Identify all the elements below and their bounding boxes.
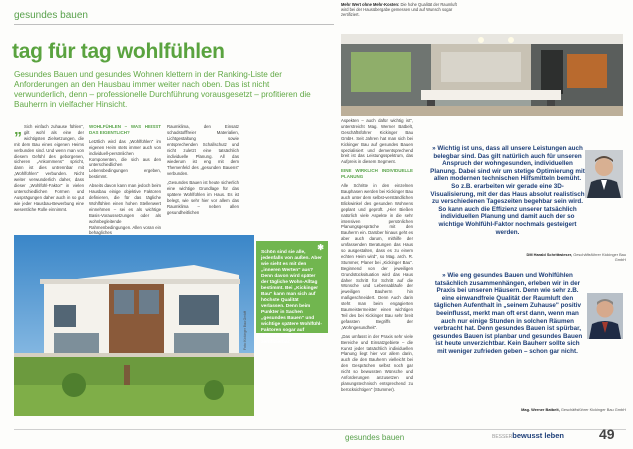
- interior-photo: [341, 34, 623, 116]
- quote-2-signature: [440, 407, 626, 412]
- article-column-2: [89, 124, 161, 239]
- footer-rule: [14, 429, 626, 430]
- footer-brand-name: bewusst leben: [512, 431, 564, 440]
- quote-2-role: Geschäftsführer Kickinger Bau GmbH: [560, 407, 626, 412]
- article-column-1: [14, 121, 84, 216]
- house-photo-credit: Foto: Kickinger Bau GmbH: [243, 310, 247, 350]
- info-box-text: Schön sind sie alle, jedenfalls von außen. Aber wie sieht es mit den „inneren Werten" aus? Denn davon wird später der tägliche Wohn-Alltag bestimmt. Bei „Kickinger Bau" kann man sich auf höchste Qualität verlassen. Denn beim Punkter in Sachen „gesundes Bauen" und wichtige spätere Wohlfühl-Faktoren sogar auf Wunsch auch zertifizierbar.: [261, 250, 322, 345]
- quote-open-icon: »: [442, 272, 446, 279]
- page-number: 49: [599, 426, 615, 442]
- quote-block-2: [430, 272, 585, 356]
- article-column-4: [341, 118, 413, 396]
- portrait-2-image: [587, 293, 623, 339]
- section-label: gesundes bauen: [14, 10, 88, 21]
- col3-paragraph: Raumklima, den Einsatz schadstofffreier Materialien, Lichtgestaltung sowie entsprechenden Schallschutz und nicht zuletzt eine tatsächlich individuelle Planung. All das wiederum ist eng mit dem Themenfeld des „gesunden Bauens" verbunden.: [167, 124, 239, 177]
- photo-caption: [341, 2, 459, 18]
- quote-block-1: [430, 145, 585, 236]
- quote-1-name: DM Harald Schrittwieser,: [526, 252, 573, 257]
- col4-paragraph: Aspekten – auch dafür wichtig ist", unterstreicht Mag. Werner Batbelt, Geschäftsführer Kickinger Bau GmbH. Seit Jahren hat man sich bei Kickinger Bau auf gesundes Bauen spezialisiert und dementsprechend breit ist das Leistungsspektrum, das Aufpreis in diesem Segment.: [341, 118, 413, 165]
- col2-paragraph: Abseits davon kann man jedoch beim Hausbau einige objektive Faktoren definieren, die für das tägliche Wohlfühlen einen hohen Stellenwert einnehmen – sei es als wichtige Basis-Voraussetzungen oder als wohnbegleitende Rahmenbedingungen. Allen voran ein behagliches: [89, 183, 161, 236]
- col4-paragraph: Alle Schritte in den einzelnen Bauphasen werden bei Kickinger Bau auch unter dem selbst-verständlichen Blickwinkel des gesunden Wohnens geplant und geprüft. „Hier Bießen natürlich viele Aspekte in die sehr intensiven persönlichen Planungsgespräche mit den Bauherrn ein. Darüber hinaus geht es aber auch darum, mithilfe der umfassenden Beratungen das Haus so ausgestalten, dass es zu einem echten Heim wird", so Mag. arch. R. Stummer, Planer bei „Kickinger Bau". Beginnend von der jeweiligen Grundstücksituation wird das Haus daher Schritt für Schritt auf die Wünsche und Lebensabläufe der jeweiligen Bauherrn hin maßgeschneidert. Denn Auch darin steht man beim engagierten Baumeistermeister einen wichtigen Teil des bei Kickinger Bau sehr breit gefassten Begriffs der „Wohngesundheit".: [341, 183, 413, 330]
- portrait-1: [585, 150, 623, 198]
- col3-paragraph: „Gesundes Bauen ist heute sicherlich eine wichtige Grundlage für das spätere Wohlfühlen im Haus. Es ist belegt, wie sehr hier vor allem das Raumklima – neben allen gesundheitlichen: [167, 180, 239, 215]
- col4-subhead: EINE WIRKLICH INDIVIDUELLE PLANUNG: [341, 168, 413, 180]
- col2-paragraph: Letztlich wird das „Wohlfühlen" im eigenen Heim stets immer auch von individuell-persönlichen Komponenten, die sich aus den unterschiedlichen Lebensbedingungen ergeben, bestimmt.: [89, 138, 161, 180]
- quote-1-signature: [520, 252, 626, 262]
- portrait-1-image: [585, 150, 623, 198]
- interior-illustration: [341, 34, 623, 116]
- footer-brand: [492, 431, 564, 440]
- header-rule: [14, 24, 334, 25]
- photo-caption-title: Mehr Wert ohne Mehr-Kosten:: [341, 2, 400, 7]
- col2-subhead: WOHLFÜHLEN – WAS HEISST DAS EIGENTLICH?: [89, 124, 161, 135]
- house-illustration: [14, 235, 254, 416]
- quote-2-name: Mag. Werner Batbelt,: [521, 407, 560, 412]
- quote-mark-icon: „: [14, 121, 22, 138]
- col1-text: Sich einfach zuhause fühlen", gilt wohl als eine der wichtigsten Zielsetzungen, die mit dem Bau eines eigenen Heims verbunden sind. Und wenn man von diesem Gefühl des geborgenen, sicheren „Ankommens" spricht, dann ist dies untrennbar mit „Wohlfühlen" verbunden. Nicht weiter verwunderlich daher, dass dieser „Wohlfühl-Faktor" in vielen unterschiedlichen Formen und Ausprägungen daher auch in so gut wie jeder Hausbau-Bewerbung eine wesentliche Rolle einnimmt.: [14, 124, 84, 212]
- footer-section: gesundes bauen: [345, 433, 405, 442]
- house-photo: [14, 235, 254, 416]
- quote-2-text: » Wie eng gesundes Bauen und Wohlfühlen tatsächlich zusammenhängen, erleben wir in der Praxis bei unseren Häusern. Denn wie sehr z.B. eine einwandfreie Qualität der Raumluft den täglichen Aufenthalt in „seinem Zuhause" positiv beeinflusst, merkt man oft erst dann, wenn man auch nur einige Stunden in solchen Räumen verbracht hat. Denn gesundes Bauen ist spürbar, gesundes Bauen ist planbar und gesundes Bauen ist heute unverzichtbar. Kein Bauherr sollte sich mit weniger zufrieden geben – schon gar nicht.: [432, 272, 583, 355]
- info-box: [256, 241, 328, 345]
- quote-1-text: » Wichtig ist uns, dass all unsere Leistungen auch belegbar sind. Das gilt natürlich auch für unseren Anspruch der wohngesunden, individuellen Planung. Dabei sind wir um stetige Optimierung mit allen modernen technischen Hilfsmitteln bemüht. So z.B. erarbeiten wir gerade eine 3D-Visualisierung, mit der das Haus absolut realistisch zu verschiedenen Tageszeiten begehbar sein wird. So kann auch die Effizienz unserer tatsächlich individuellen Planung und damit auch der so wichtige Wohlfühl-Faktor nochmals gesteigert werden.: [430, 145, 585, 236]
- portrait-2: [587, 293, 623, 339]
- quote-open-icon: »: [432, 145, 436, 152]
- quote-1-role: Geschäftsführer Kickinger Bau GmbH: [573, 252, 626, 262]
- asterisk-icon: ✱: [317, 243, 324, 252]
- article-column-3: [167, 124, 239, 219]
- photo-caption-text: Die hohe Qualität der Raumluft wird bei der Hausübergabe gemessen und auf Wunsch sogar zertifiziert.: [341, 2, 457, 18]
- article-lead: Gesundes Bauen und gesundes Wohnen klettern in der Ranking-Liste der Anforderungen an den Hausbau immer weiter nach oben. Das ist nicht verwunderlich, denn – professionelle Durchführung vorausgesetzt – profitieren die Bauherrn in vielfacher Hinsicht.: [14, 70, 311, 109]
- col4-paragraph: „Das umfasst in der Praxis sehr viele Bereiche und Einsatzgebiete – die Kunst jeder tatsächlich individuellen Planung liegt hier vor allem darin, auch die den Bauherrn vielleicht bei den Gesprächen selbst noch gar nicht so bewussten Wünsche und Anforderungen anzusetzen und planungstechnisch entsprechend zu berücksichtigen" (Stummer).: [341, 333, 413, 392]
- article-title: tag für tag wohlfühlen: [12, 40, 225, 63]
- footer-brand-prefix: BESSER: [492, 434, 513, 440]
